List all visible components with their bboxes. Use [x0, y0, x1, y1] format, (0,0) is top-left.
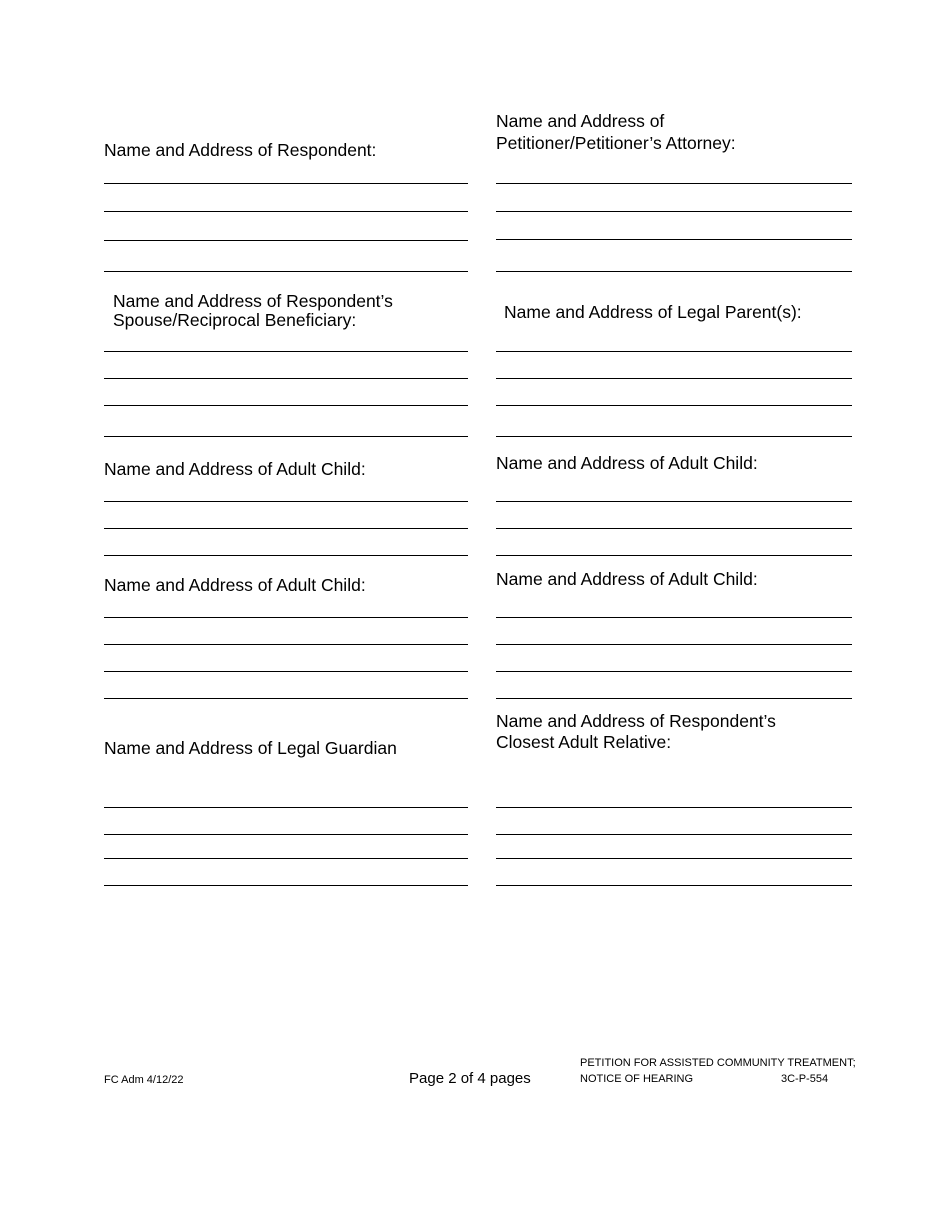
spouse-label-line1: Name and Address of Respondent’s: [113, 291, 393, 311]
form-title-line1: PETITION FOR ASSISTED COMMUNITY TREATMENT;: [580, 1057, 856, 1069]
respondent-entry-line[interactable]: [104, 183, 468, 184]
legal-guardian-entry-line[interactable]: [104, 834, 468, 835]
adult-child-entry-line[interactable]: [496, 528, 852, 529]
legal-guardian-entry-line[interactable]: [104, 858, 468, 859]
spouse-entry-line[interactable]: [104, 351, 468, 352]
adult-child-entry-line[interactable]: [104, 617, 468, 618]
petitioner-label-line2: Petitioner/Petitioner’s Attorney:: [496, 133, 736, 153]
relative-label-line2: Closest Adult Relative:: [496, 732, 672, 752]
adult-child-entry-line[interactable]: [104, 501, 468, 502]
respondent-label: Name and Address of Respondent:: [104, 140, 377, 160]
legal-parent-entry-line[interactable]: [496, 405, 852, 406]
adult-child-entry-line[interactable]: [104, 671, 468, 672]
relative-entry-line[interactable]: [496, 885, 852, 886]
relative-label-line1: Name and Address of Respondent’s: [496, 711, 776, 731]
respondent-entry-line[interactable]: [104, 240, 468, 241]
respondent-entry-line[interactable]: [104, 211, 468, 212]
legal-guardian-entry-line[interactable]: [104, 885, 468, 886]
form-date: FC Adm 4/12/22: [104, 1074, 184, 1086]
petitioner-label-line1: Name and Address of: [496, 111, 665, 131]
legal-parent-entry-line[interactable]: [496, 351, 852, 352]
adult-child-entry-line[interactable]: [496, 617, 852, 618]
adult-child-entry-line[interactable]: [496, 698, 852, 699]
adult-child-entry-line[interactable]: [104, 528, 468, 529]
adult-child-entry-line[interactable]: [104, 698, 468, 699]
legal-parent-label: Name and Address of Legal Parent(s):: [504, 302, 802, 322]
adult-child-entry-line[interactable]: [496, 555, 852, 556]
spouse-entry-line[interactable]: [104, 436, 468, 437]
spouse-label-line2: Spouse/Reciprocal Beneficiary:: [113, 310, 357, 330]
adult-child-entry-line[interactable]: [496, 671, 852, 672]
adult-child-entry-line[interactable]: [496, 501, 852, 502]
respondent-entry-line[interactable]: [104, 271, 468, 272]
adult-child-label: Name and Address of Adult Child:: [104, 459, 366, 479]
legal-parent-entry-line[interactable]: [496, 378, 852, 379]
adult-child-entry-line[interactable]: [104, 644, 468, 645]
petitioner-entry-line[interactable]: [496, 271, 852, 272]
petitioner-entry-line[interactable]: [496, 183, 852, 184]
form-title-line2: NOTICE OF HEARING: [580, 1073, 694, 1085]
spouse-entry-line[interactable]: [104, 405, 468, 406]
adult-child-label: Name and Address of Adult Child:: [496, 453, 758, 473]
adult-child-label: Name and Address of Adult Child:: [496, 569, 758, 589]
legal-guardian-entry-line[interactable]: [104, 807, 468, 808]
petitioner-entry-line[interactable]: [496, 239, 852, 240]
page-number: Page 2 of 4 pages: [409, 1070, 531, 1087]
form-number: 3C-P-554: [781, 1073, 829, 1085]
relative-entry-line[interactable]: [496, 834, 852, 835]
relative-entry-line[interactable]: [496, 807, 852, 808]
adult-child-entry-line[interactable]: [104, 555, 468, 556]
legal-guardian-label: Name and Address of Legal Guardian: [104, 738, 397, 758]
adult-child-label: Name and Address of Adult Child:: [104, 575, 366, 595]
spouse-entry-line[interactable]: [104, 378, 468, 379]
legal-parent-entry-line[interactable]: [496, 436, 852, 437]
petitioner-entry-line[interactable]: [496, 211, 852, 212]
relative-entry-line[interactable]: [496, 858, 852, 859]
adult-child-entry-line[interactable]: [496, 644, 852, 645]
